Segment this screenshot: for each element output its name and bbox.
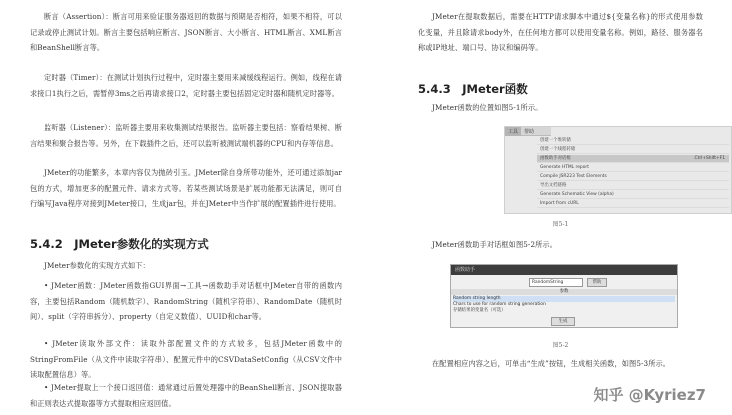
generate-function-paragraph: 在配置相应内容之后，可单击“生成”按钮，生成相关函数，如图5-3所示。	[432, 359, 671, 368]
menu-tab-tools[interactable]: 工具	[505, 127, 521, 136]
section-heading-5-4-3: 5.4.3 JMeter函数	[418, 82, 528, 96]
listener-paragraph: 监听器（Listener）：监听器主要用来收集测试结果报告。监听器主要包括：察看结果树、断言结果和聚合报告等。另外，在下载插件之后，还可以监听被测试端机器的CPU和内存等信息。	[30, 123, 342, 148]
menu-item-label: 创建一个线程转储	[540, 147, 576, 152]
menu-item-label: 创建一个堆转储	[540, 138, 571, 143]
function-intro-paragraph: JMeter的功能繁多，本章内容仅为抛砖引玉。JMeter除自身所带功能外，还可通过添加jar包的方式，增加更多的配置元件、请求方式等。若某些测试场景是扩展功能都无法满足，则可自行编写Java程序对接到JMeter接口，生成jar包，并在JMeter中当作扩展的配置插件进行使用。	[30, 168, 342, 209]
figure-5-2-intro: JMeter函数助手对话框如图5-2所示。	[432, 240, 557, 249]
menu-item-label: 函数助手对话框	[540, 156, 571, 161]
bullet-external-file: • JMeter读取外部文件：读取外部配置文件的方式较多，包括JMeter函数中的StringFromFile（从文件中读取字符串）、配置元件中的CSVDataSetConfig（从CSV文件中读取配置信息）等。	[30, 339, 342, 380]
param-intro-paragraph: JMeter参数化的实现方式如下：	[44, 261, 150, 270]
menu-item-label: Import from cURL	[540, 201, 579, 206]
figure-5-1-intro: JMeter函数的位置如图5-1所示。	[432, 103, 543, 112]
figure-5-1-caption: 图5-1	[552, 221, 569, 228]
menu-item-function-helper[interactable]	[537, 155, 729, 163]
menu-item-export-docs[interactable]	[537, 182, 729, 190]
param-row-variable[interactable]: 存储结果的变量名（可选）	[453, 308, 506, 313]
menu-item-heap-dump[interactable]	[537, 137, 729, 145]
timer-paragraph: 定时器（Timer）：在测试计划执行过程中，定时器主要用来减缓线程运行。例如，线程在请求接口1执行之后，需暂停3ms之后再请求接口2，定时器主要包括固定定时器和随机定时器等。	[30, 73, 342, 98]
bullet-jmeter-function: • JMeter函数：JMeter函数指GUI界面→工具→函数助手对话框中JMeter自带的函数内容，主要包括Random（随机数字）、RandomString（随机字符串）、RandomDate（随机时间）、split（字符串拆分）、property（自定义数值）、UUID和char等。	[30, 281, 342, 322]
generate-button[interactable]: 生成	[551, 317, 575, 326]
menu-bar	[505, 127, 551, 136]
zhihu-watermark: 知乎 @Kyriez7	[593, 386, 706, 404]
menu-item-thread-dump[interactable]	[537, 146, 729, 154]
section-heading-5-4-2: 5.4.2 JMeter参数化的实现方式	[30, 237, 209, 251]
param-row-chars[interactable]: Chars to use for random string generation	[453, 302, 546, 307]
menu-item-label: Compile JSR223 Test Elements	[540, 174, 607, 179]
assertion-paragraph: 断言（Assertion）：断言可用来验证服务器返回的数据与预期是否相符，如果不相符，可以记录或停止测试计划。断言主要包括响应断言、JSON断言、大小断言、HTML断言、XML断言和BeanShell断言等。	[30, 12, 342, 53]
menu-item-schematic-view[interactable]	[537, 191, 729, 199]
tools-menu-screenshot	[504, 126, 732, 214]
param-header: 参数	[451, 289, 677, 295]
menu-item-html-report[interactable]	[537, 164, 729, 172]
bullet-extract-response: • JMeter提取上一个接口返回值：通常通过后置处理器中的BeanShell断言、JSON提取器和正则表达式提取器等方式提取相应返回值。	[30, 383, 342, 408]
menu-tab-help[interactable]: 帮助	[524, 129, 535, 135]
param-row-length[interactable]: Random string length	[453, 296, 675, 302]
menu-item-label: Generate HTML report	[540, 165, 589, 170]
figure-5-2-caption: 图5-2	[552, 342, 569, 349]
menu-item-compile-jsr223[interactable]	[537, 173, 729, 181]
variable-usage-paragraph: JMeter在提取数据后，需要在HTTP请求脚本中通过${变量名称}的形式使用参数化变量，并且除请求body外，在任何地方都可以使用变量名称。例如，路径、服务器名称或IP地址、端口号、协议和编码等。	[418, 12, 703, 53]
menu-item-label: Generate Schematic View (alpha)	[540, 192, 614, 197]
help-button[interactable]: 帮助	[587, 278, 607, 287]
function-select[interactable]: RandomString	[529, 278, 583, 287]
menu-item-import-curl[interactable]	[537, 200, 729, 208]
dialog-title-bar: 函数助手	[451, 265, 677, 275]
menu-item-shortcut: Ctrl+Shift+F1	[694, 156, 725, 161]
menu-item-label: 导出文档链路	[540, 183, 567, 188]
function-helper-dialog	[450, 264, 678, 328]
